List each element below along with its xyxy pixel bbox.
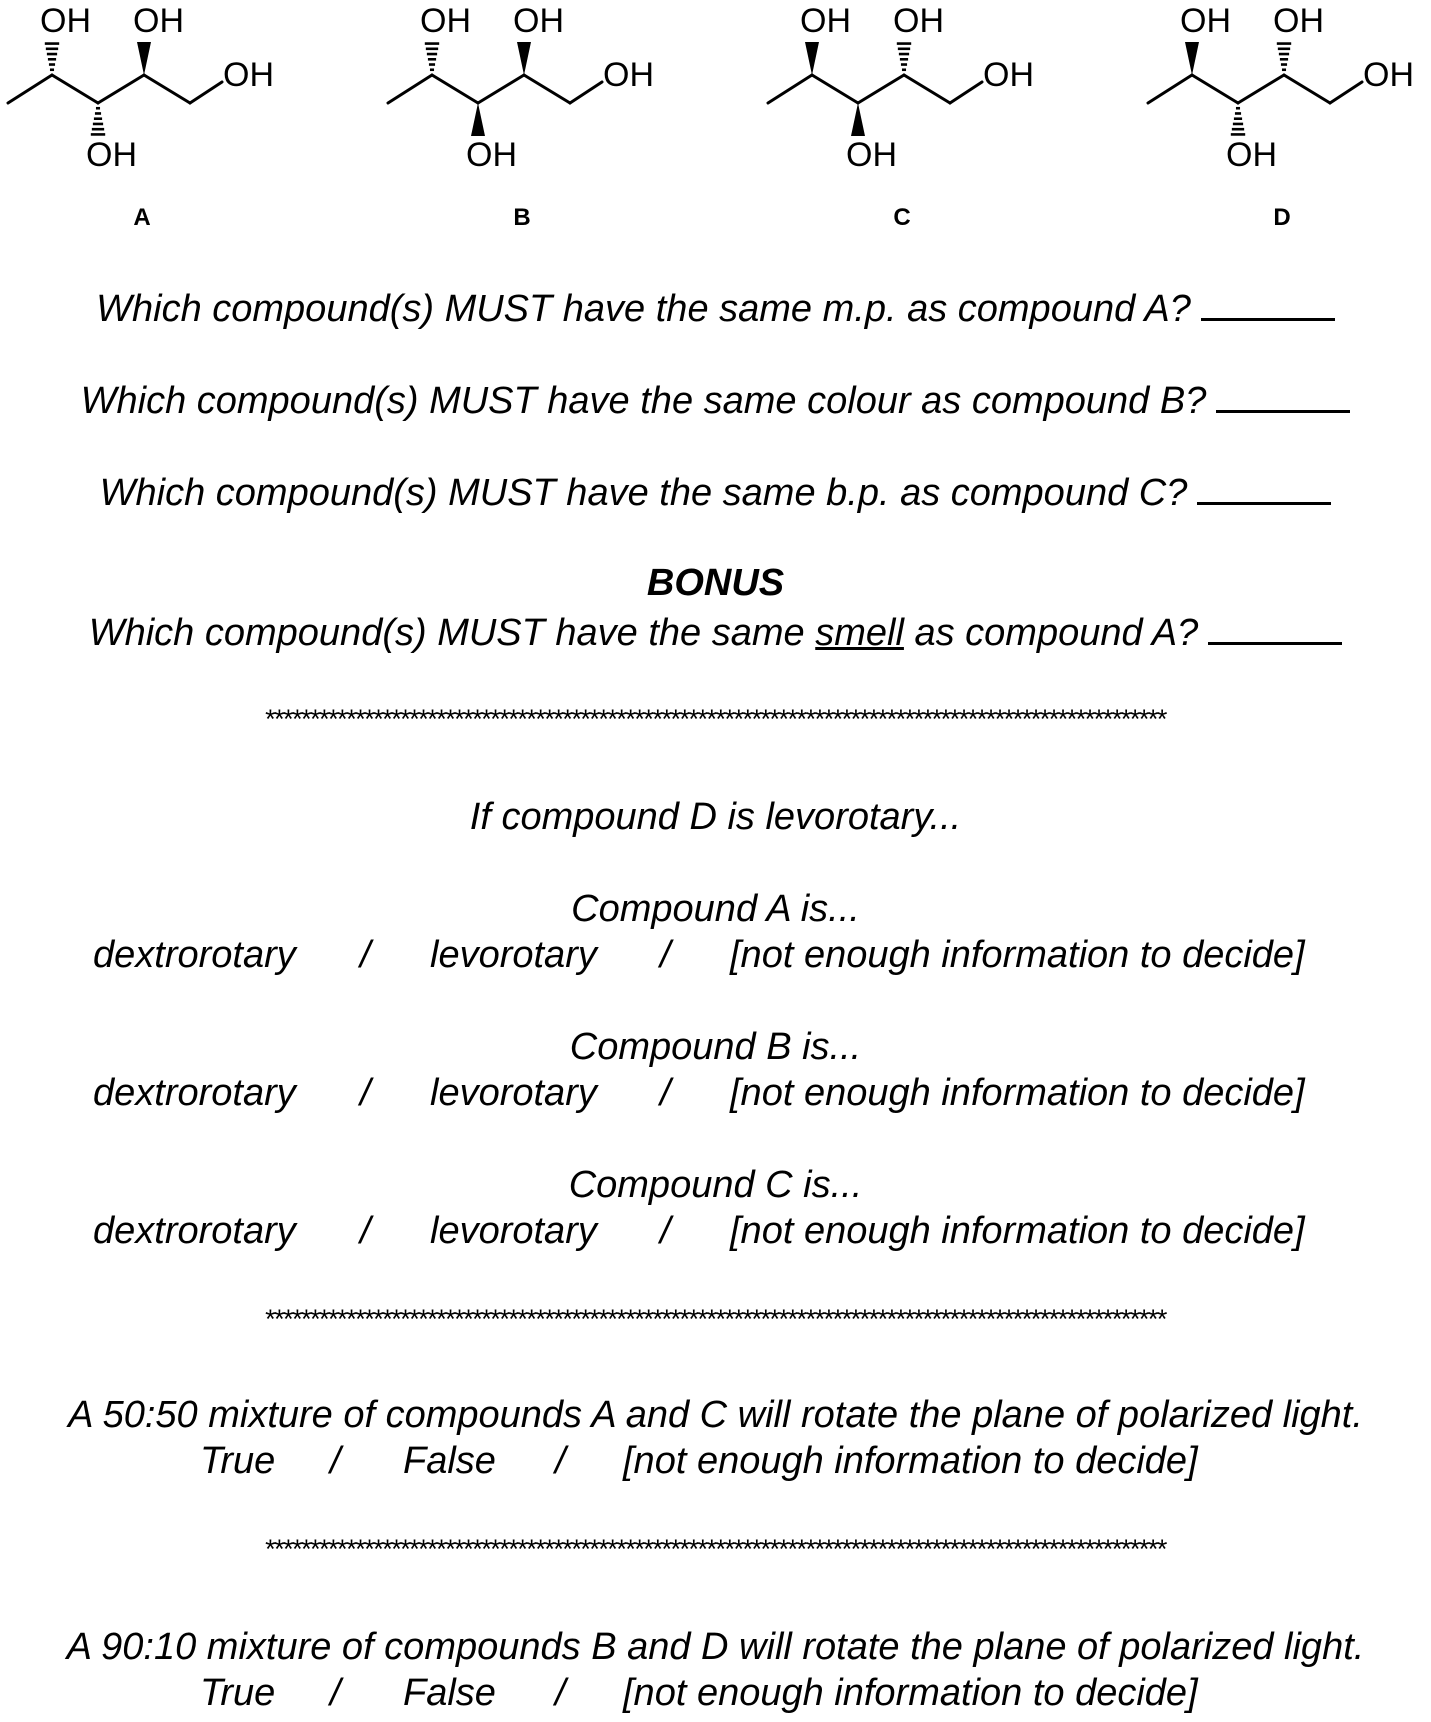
question-mp — [0, 288, 1431, 328]
hashed-bond — [425, 44, 439, 70]
molecule-a — [0, 0, 358, 240]
option-not-enough-info[interactable]: [not enough information to decide] — [623, 1672, 1198, 1714]
question-text: Which compound(s) MUST have the same colour as compound B? — [80, 380, 1207, 422]
option-slash: / — [555, 1440, 566, 1482]
compound-b-options — [0, 1074, 1431, 1114]
compound-a-prompt: Compound A is... — [571, 888, 860, 930]
oh-end: OH — [603, 56, 654, 94]
option-not-enough-info[interactable]: [not enough information to decide] — [730, 934, 1305, 976]
molecule-c — [760, 0, 1118, 240]
hashed-bond — [897, 44, 911, 70]
wedge-bond — [851, 103, 865, 136]
option-slash: / — [360, 1072, 371, 1114]
option-slash: / — [660, 1210, 671, 1252]
oh-top-left: OH — [420, 2, 471, 40]
oh-bottom: OH — [846, 136, 897, 174]
option-dextrorotary[interactable]: dextrorotary — [93, 1072, 296, 1114]
oh-bottom: OH — [1226, 136, 1277, 174]
question-colour — [0, 380, 1431, 420]
molecule-label: B — [513, 204, 531, 231]
oh-end: OH — [983, 56, 1034, 94]
option-slash: / — [660, 934, 671, 976]
oh-top-right: OH — [893, 2, 944, 40]
question-text-pre: Which compound(s) MUST have the same — [88, 612, 805, 654]
compound-b-prompt: Compound B is... — [569, 1026, 862, 1068]
molecule-label: A — [133, 204, 151, 231]
oh-top-right: OH — [133, 2, 184, 40]
chain-bond — [1330, 82, 1362, 103]
chain-bond — [570, 82, 602, 103]
chain-bond — [904, 75, 950, 103]
option-levorotary[interactable]: levorotary — [430, 1072, 597, 1114]
oh-end: OH — [223, 56, 274, 94]
chain-bond — [812, 75, 858, 103]
rotation-intro: If compound D is levorotary... — [469, 796, 962, 838]
chain-bond — [1238, 75, 1284, 103]
chain-bond — [388, 75, 432, 103]
oh-top-right: OH — [513, 2, 564, 40]
chain-bond — [768, 75, 812, 103]
hashed-bond — [91, 108, 105, 134]
option-slash: / — [360, 934, 371, 976]
answer-blank[interactable] — [1208, 612, 1342, 645]
molecule-label: D — [1273, 204, 1291, 231]
chain-bond — [8, 75, 52, 103]
option-slash: / — [330, 1440, 341, 1482]
compound-a-options — [0, 936, 1431, 976]
chain-bond — [950, 82, 982, 103]
molecule-label: C — [893, 204, 911, 231]
option-not-enough-info[interactable]: [not enough information to decide] — [730, 1210, 1305, 1252]
oh-bottom: OH — [466, 136, 517, 174]
chain-bond — [1192, 75, 1238, 103]
oh-end: OH — [1363, 56, 1414, 94]
option-false[interactable]: False — [403, 1440, 496, 1482]
oh-bottom: OH — [86, 136, 137, 174]
wedge-bond — [1185, 42, 1199, 75]
compound-c-prompt: Compound C is... — [568, 1164, 863, 1206]
chain-bond — [524, 75, 570, 103]
option-false[interactable]: False — [403, 1672, 496, 1714]
chain-bond — [1284, 75, 1330, 103]
answer-blank[interactable] — [1216, 380, 1350, 413]
mixture-2-options — [0, 1674, 1431, 1714]
hashed-bond — [45, 44, 59, 70]
chain-bond — [858, 75, 904, 103]
chain-bond — [190, 82, 222, 103]
oh-top-left: OH — [1180, 2, 1231, 40]
chain-bond — [478, 75, 524, 103]
oh-top-right: OH — [1273, 2, 1324, 40]
chain-bond — [432, 75, 478, 103]
hashed-bond — [1277, 44, 1291, 70]
chain-bond — [1148, 75, 1192, 103]
oh-top-left: OH — [800, 2, 851, 40]
answer-blank[interactable] — [1201, 288, 1335, 321]
option-true[interactable]: True — [200, 1440, 276, 1482]
option-slash: / — [330, 1672, 341, 1714]
compound-c-options — [0, 1212, 1431, 1252]
molecule-d — [1140, 0, 1431, 240]
wedge-bond — [471, 103, 485, 136]
option-not-enough-info[interactable]: [not enough information to decide] — [623, 1440, 1198, 1482]
mixture-2-statement: A 90:10 mixture of compounds B and D will rotate the plane of polarized light. — [66, 1626, 1365, 1668]
option-true[interactable]: True — [200, 1672, 276, 1714]
bonus-title: BONUS — [646, 562, 785, 604]
question-smell — [0, 612, 1431, 652]
separator: **************************************************************************************************** — [265, 706, 1166, 733]
option-not-enough-info[interactable]: [not enough information to decide] — [730, 1072, 1305, 1114]
mixture-1-options — [0, 1442, 1431, 1482]
separator: **************************************************************************************************** — [265, 1536, 1166, 1563]
option-dextrorotary[interactable]: dextrorotary — [93, 1210, 296, 1252]
option-dextrorotary[interactable]: dextrorotary — [93, 934, 296, 976]
chain-bond — [52, 75, 98, 103]
separator: **************************************************************************************************** — [265, 1306, 1166, 1333]
question-text-post: as compound A? — [914, 612, 1199, 654]
wedge-bond — [805, 42, 819, 75]
hashed-bond — [1231, 108, 1245, 134]
option-slash: / — [555, 1672, 566, 1714]
mixture-1-statement: A 50:50 mixture of compounds A and C will rotate the plane of polarized light. — [68, 1394, 1363, 1436]
chain-bond — [144, 75, 190, 103]
oh-top-left: OH — [40, 2, 91, 40]
question-bp — [0, 472, 1431, 512]
wedge-bond — [517, 42, 531, 75]
chain-bond — [98, 75, 144, 103]
option-slash: / — [360, 1210, 371, 1252]
question-text: Which compound(s) MUST have the same b.p. as compound C? — [99, 472, 1188, 514]
question-underlined-word: smell — [815, 612, 904, 654]
molecule-b — [380, 0, 738, 240]
option-levorotary[interactable]: levorotary — [430, 934, 597, 976]
option-slash: / — [660, 1072, 671, 1114]
wedge-bond — [137, 42, 151, 75]
question-text: Which compound(s) MUST have the same m.p. as compound A? — [96, 288, 1191, 330]
answer-blank[interactable] — [1197, 472, 1331, 505]
option-levorotary[interactable]: levorotary — [430, 1210, 597, 1252]
